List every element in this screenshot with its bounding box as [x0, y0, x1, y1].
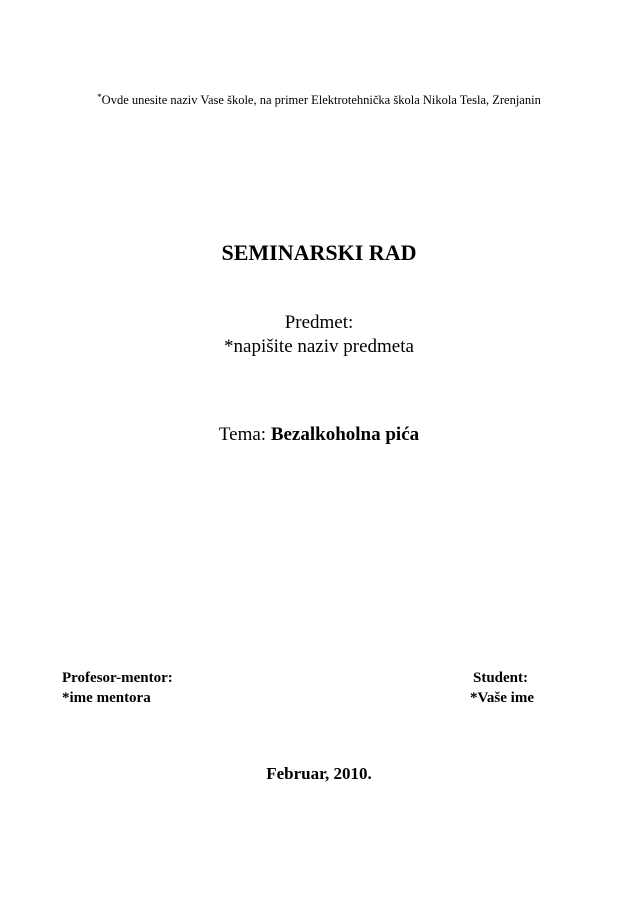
mentor-name: *ime mentora	[62, 690, 151, 706]
topic-line	[0, 424, 638, 446]
student-label: Student:	[472, 670, 528, 686]
topic-label: Tema:	[218, 424, 271, 445]
mentor-label: Profesor-mentor:	[62, 670, 173, 686]
subject-label: Predmet:	[284, 312, 354, 333]
document-date: Februar, 2010.	[266, 764, 372, 783]
school-name-note	[0, 92, 638, 108]
student-name: *Vaše ime	[469, 690, 534, 706]
student-block	[470, 668, 534, 708]
document-title: SEMINARSKI RAD	[221, 240, 417, 265]
topic-value: Bezalkoholna pića	[270, 424, 420, 445]
school-note-text: Ovde unesite naziv Vase škole, na primer Elektrotehnička škola Nikola Tesla, Zrenjanin	[101, 93, 541, 107]
school-note-asterisk: *	[97, 92, 102, 102]
mentor-block	[62, 668, 173, 708]
subject-value: *napišite naziv predmeta	[224, 336, 414, 357]
